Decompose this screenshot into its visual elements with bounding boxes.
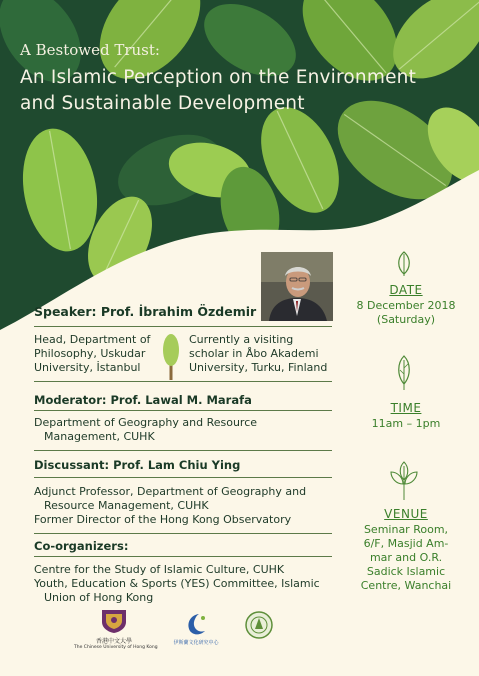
islamic-union-seal	[244, 610, 274, 640]
tree-icon	[162, 334, 180, 380]
crescent-icon	[181, 612, 211, 636]
seedling-icon	[383, 460, 425, 500]
coorganizers-list: Centre for the Study of Islamic Culture, CUHK Youth, Education & Sports (YES) Committee, Islamic Union of Hong Kong	[34, 563, 320, 604]
divider	[34, 533, 332, 534]
venue-block: VENUE Seminar Room, 6/F, Masjid Am- mar and O.R. Sadick Islamic Centre, Wanchai	[350, 507, 462, 593]
divider	[34, 410, 332, 411]
time-label: TIME	[390, 401, 422, 415]
coorganizers-heading: Co-organizers:	[34, 539, 129, 553]
moderator-heading: Moderator: Prof. Lawal M. Marafa	[34, 393, 252, 407]
divider	[34, 326, 332, 327]
csic-logo: 伊斯蘭文化研究中心	[170, 612, 222, 646]
date-block: DATE 8 December 2018 (Saturday)	[350, 283, 462, 327]
venue-label: VENUE	[384, 507, 428, 521]
portrait-photo	[261, 252, 333, 321]
title-line-1: A Bestowed Trust:	[20, 41, 160, 59]
speaker-affiliation-right: Currently a visiting scholar in Åbo Akademi University, Turku, Finland	[189, 333, 328, 374]
date-label: DATE	[389, 283, 423, 297]
sprout-icon	[394, 354, 414, 390]
speaker-affiliation-left: Head, Department of Philosophy, Uskudar University, İstanbul	[34, 333, 151, 374]
divider	[34, 556, 332, 557]
divider	[34, 477, 332, 478]
discussant-affiliation: Adjunct Professor, Department of Geography and Resource Management, CUHK Former Director of the Hong Kong Observatory	[34, 485, 307, 526]
speaker-heading: Speaker: Prof. İbrahim Özdemir	[34, 304, 257, 319]
discussant-heading: Discussant: Prof. Lam Chiu Ying	[34, 458, 241, 472]
divider	[34, 381, 332, 382]
divider	[34, 450, 332, 451]
leaf-icon	[396, 251, 412, 277]
title-line-2: An Islamic Perception on the Environment	[20, 67, 417, 88]
title-line-3: and Sustainable Development	[20, 93, 305, 114]
moderator-affiliation: Department of Geography and Resource Management, CUHK	[34, 416, 258, 443]
cuhk-crest	[99, 608, 129, 634]
cuhk-logo: 香港中文大學 The Chinese University of Hong Kong	[74, 608, 154, 651]
time-block: TIME 11am – 1pm	[350, 401, 462, 431]
